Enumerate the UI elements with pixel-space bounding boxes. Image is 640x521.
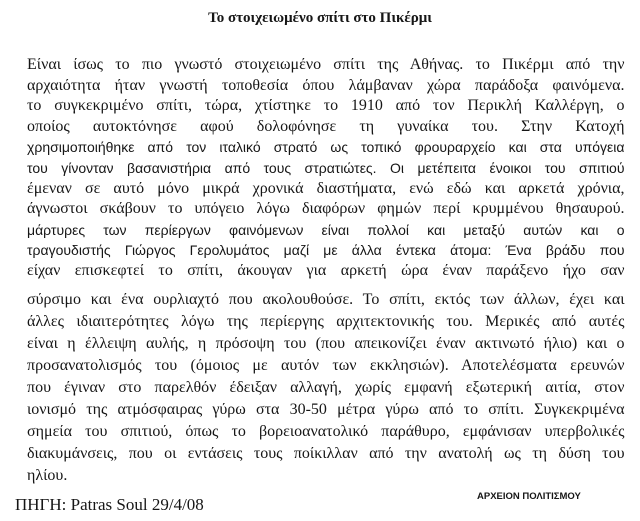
text-line: άγνωστοι σκάβουν το υπόγειο λόγω διαφόρων φημών περί κρυμμένου θησαυρού. (27, 200, 625, 218)
source-citation: ΠΗΓΗ: Patras Soul 29/4/08 (15, 495, 204, 514)
text-line: σύρσιμο και ένα ουρλιαχτό που ακολουθούσε. Το σπίτι, εκτός των άλλων, έχει και (27, 291, 625, 308)
text-line: μάρτυρες των περίεργων φαινόμενων είναι πολλοί και μεταξύ αυτών και ο (27, 221, 625, 238)
text-line: το συγκεκριμένο σπίτι, τώρα, χτίστηκε το 1910 από τον Περικλή Καλλέργη, ο (27, 97, 625, 115)
text-line: οποίος αυτοκτόνησε αφού δολοφόνησε τη γυναίκα του. Στην Κατοχή (27, 117, 625, 135)
text-line: χρησιμοποιήθηκε από τον ιταλικό στρατό ως τοπικό φρουραρχείο και στα υπόγεια (27, 139, 625, 156)
text-line: Είναι ίσως το πιο γνωστό στοιχειωμένο σπίτι της Αθήνας. το Πικέρμι από την (27, 56, 625, 73)
paragraph-2 (27, 289, 625, 487)
text-line: είχαν επισκεφτεί το σπίτι, άκουγαν για αρκετή ώρα έναν παράξενο ήχο σαν (27, 261, 625, 279)
text-line: που έγιναν στο παρελθόν έδειξαν αλλαγή, χωρίς εμφανή εξωτερική αιτία, στον (27, 379, 625, 396)
text-line: προσανατολισμός του (όμοιος με αυτόν των εκκλησιών). Αποτελέσματα ερευνών (27, 357, 625, 374)
text-line: είναι η έλλειψη αυλής, η πρόσοψη του (που απεικονίζει έναν ακτινωτό ήλιο) και ο (27, 335, 625, 352)
text-line: αρχαιότητα ήταν γνωστή τοποθεσία όπου λάμβαναν χώρα παράδοξα φαινόμενα. (27, 76, 625, 94)
text-line: άλλες ιδιαιτερότητες λόγω της περίεργης αρχιτεκτονικής του. Μερικές από αυτές (27, 313, 625, 330)
text-line: τραγουδιστής Γιώργος Γερολυμάτος μαζί με άλλα έντεκα άτομα: Ένα βράδυ που (27, 242, 625, 259)
text-line: του γίνονταν βασανιστήρια από τους στρατιώτες. Οι μετέπειτα ένοικοι του σπιτιού (27, 159, 625, 176)
text-line: διακυμάνσεις, που οι εντάσεις τους ποίκιλλαν από την ανατολή ως τη δύση του (27, 445, 625, 462)
paragraph-1 (27, 55, 625, 282)
text-line: ηλίου. (27, 467, 68, 484)
text-line: σημεία του σπιτιού, όπως το βορειοανατολικό παράθυρο, εμφάνισαν υπερβολικές (27, 423, 625, 440)
text-line: έμεναν σε αυτό μόνο μικρά χρονικά διαστήματα, ενώ εδώ και αρκετά χρόνια, (27, 179, 625, 197)
document-title: Το στοιχειωμένο σπίτι στο Πικέρμι (208, 10, 432, 26)
text-line: ιονισμό της ατμόσφαιρας γύρω στα 30-50 μέτρα γύρω από το σπίτι. Συγκεκριμένα (27, 401, 625, 418)
archive-stamp: ΑΡΧΕΙΟΝ ΠΟΛΙΤΙΣΜΟΥ (477, 491, 581, 502)
